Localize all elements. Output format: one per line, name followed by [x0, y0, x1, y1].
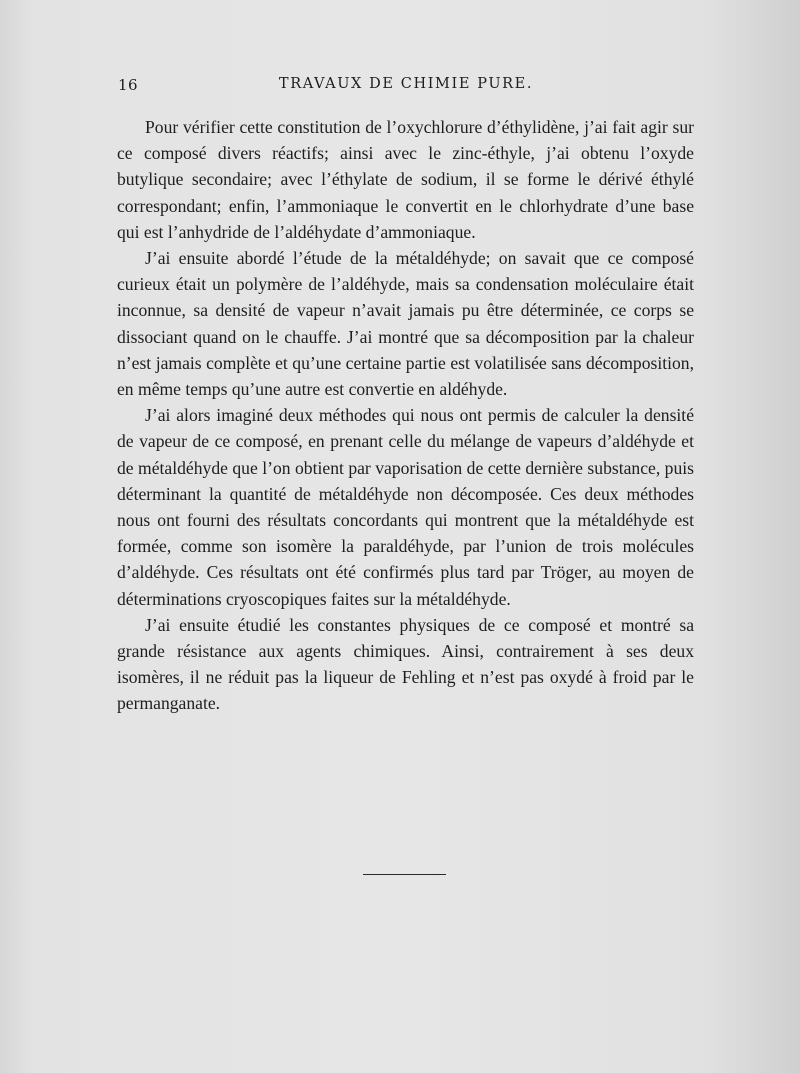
page-number: 16 [118, 76, 139, 94]
paragraph-metaldehyde-study: J’ai ensuite abordé l’étude de la métaldéhyde; on savait que ce composé curieux était un polymère de l’aldéhyde, mais sa condensation moléculaire était inconnue, sa densité de vapeur n’avait jamais pu être déterminée, ce corps se dissociant quand on le chauffe. J’ai montré que sa décomposition par la chaleur n’est jamais complète et qu’une certaine partie est volatilisée sans décomposition, en même temps qu’une autre est convertie en aldéhyde. [117, 248, 694, 400]
paragraph-physical-constants: J’ai ensuite étudié les constantes physiques de ce composé et montré sa grande résistance aux agents chimiques. Ainsi, contrairement à ses deux isomères, il ne réduit pas la liqueur de Fehling et n’est pas oxydé à froid par le permanganate. [117, 614, 694, 714]
paragraph-vapor-density-methods: J’ai alors imaginé deux méthodes qui nous ont permis de calculer la densité de vapeur de ce composé, en prenant celle du mélange de vapeurs d’aldéhyde et de métaldéhyde que l’on obtient par vaporisation de cette dernière substance, puis déterminant la quantité de métaldéhyde non décomposée. Ces deux méthodes nous ont fourni des résultats concordants qui montrent que la métaldéhyde est formée, comme son isomère la paraldéhyde, par l’union de trois molécules d’aldéhyde. Ces résultats ont été confirmés plus tard par Tröger, au moyen de déterminations cryoscopiques faites sur la métaldéhyde. [117, 405, 694, 609]
running-title: TRAVAUX DE CHIMIE PURE. [278, 76, 534, 92]
body-text [117, 114, 694, 717]
paragraph-oxychlorure: Pour vérifier cette constitution de l’oxychlorure d’éthylidène, j’ai fait agir sur ce composé divers réactifs; ainsi avec le zinc-éthyle, j’ai obtenu l’oxyde butylique secondaire; avec l’éthylate de sodium, il se forme le dérivé éthylé correspondant; enfin, l’ammoniaque le convertit en le chlorhydrate d’une base qui est l’anhydride de l’aldéhydate d’ammoniaque. [117, 117, 694, 242]
page-header [118, 76, 694, 98]
section-end-rule [363, 874, 446, 875]
